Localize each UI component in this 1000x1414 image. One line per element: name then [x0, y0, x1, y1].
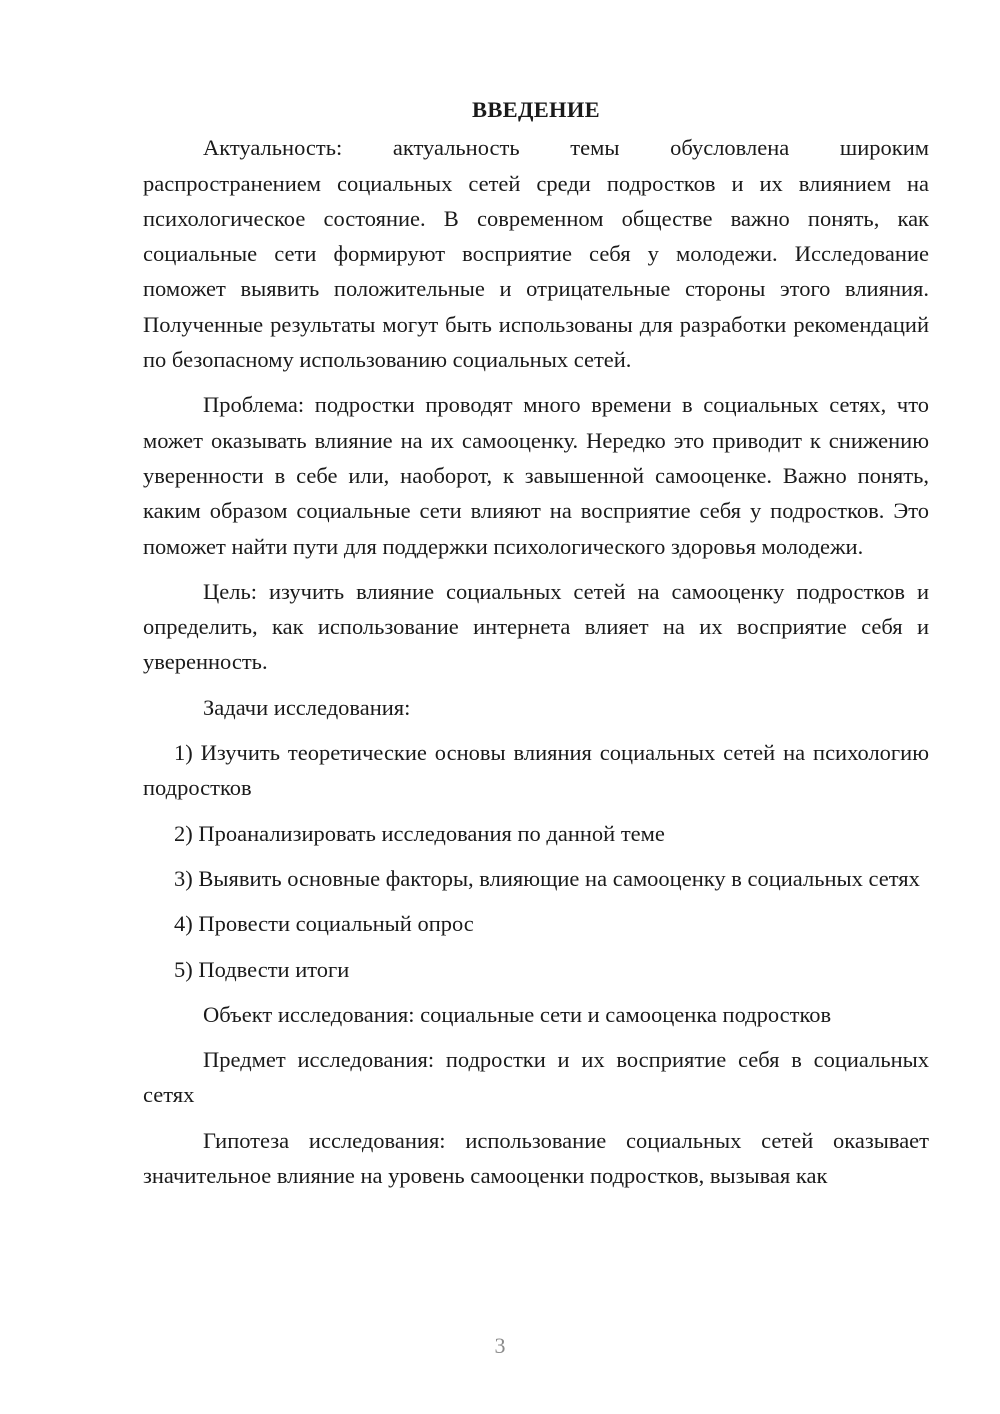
paragraph-subject: Предмет исследования: подростки и их восприятие себя в социальных сетях: [143, 1047, 929, 1108]
paragraph-problem: Проблема: подростки проводят много времени в социальных сетях, что может оказывать влияние на их самооценку. Нередко это приводит к снижению уверенности в себе или, наоборот, к завышенной самооценке. Важно понять, каким образом социальные сети влияют на восприятие себя у подростков. Это поможет найти пути для поддержки психологического здоровья молодежи.: [143, 392, 929, 559]
task-item-1: 1) Изучить теоретические основы влияния социальных сетей на психологию подростков: [143, 740, 929, 801]
page-content: [143, 92, 929, 1203]
paragraph-hypothesis: Гипотеза исследования: использование социальных сетей оказывает значительное влияние на уровень самооценки подростков, вызывая как: [143, 1127, 929, 1189]
paragraph-object: Объект исследования: социальные сети и самооценка подростков: [203, 1001, 832, 1027]
tasks-heading: Задачи исследования:: [203, 694, 411, 720]
paragraph-relevance: Актуальность: актуальность темы обусловлена широким распространением социальных сетей среди подростков и их влиянием на психологическое состояние. В современном обществе важно понять, как социальные сети формируют восприятие себя у молодежи. Исследование поможет выявить положительные и отрицательные стороны этого влияния. Полученные результаты могут быть использованы для разработки рекомендаций по безопасному использованию социальных сетей.: [143, 135, 929, 373]
page-number: 3: [494, 1333, 506, 1358]
section-title: ВВЕДЕНИЕ: [472, 97, 600, 122]
paragraph-goal: Цель: изучить влияние социальных сетей на самооценку подростков и определить, как использование интернета влияет на их восприятие себя и уверенность.: [143, 578, 929, 675]
task-item-3: 3) Выявить основные факторы, влияющие на самооценку в социальных сетях: [174, 865, 920, 891]
task-item-5: 5) Подвести итоги: [174, 956, 350, 982]
task-item-4: 4) Провести социальный опрос: [174, 911, 474, 937]
task-item-2: 2) Проанализировать исследования по данной теме: [174, 820, 665, 846]
